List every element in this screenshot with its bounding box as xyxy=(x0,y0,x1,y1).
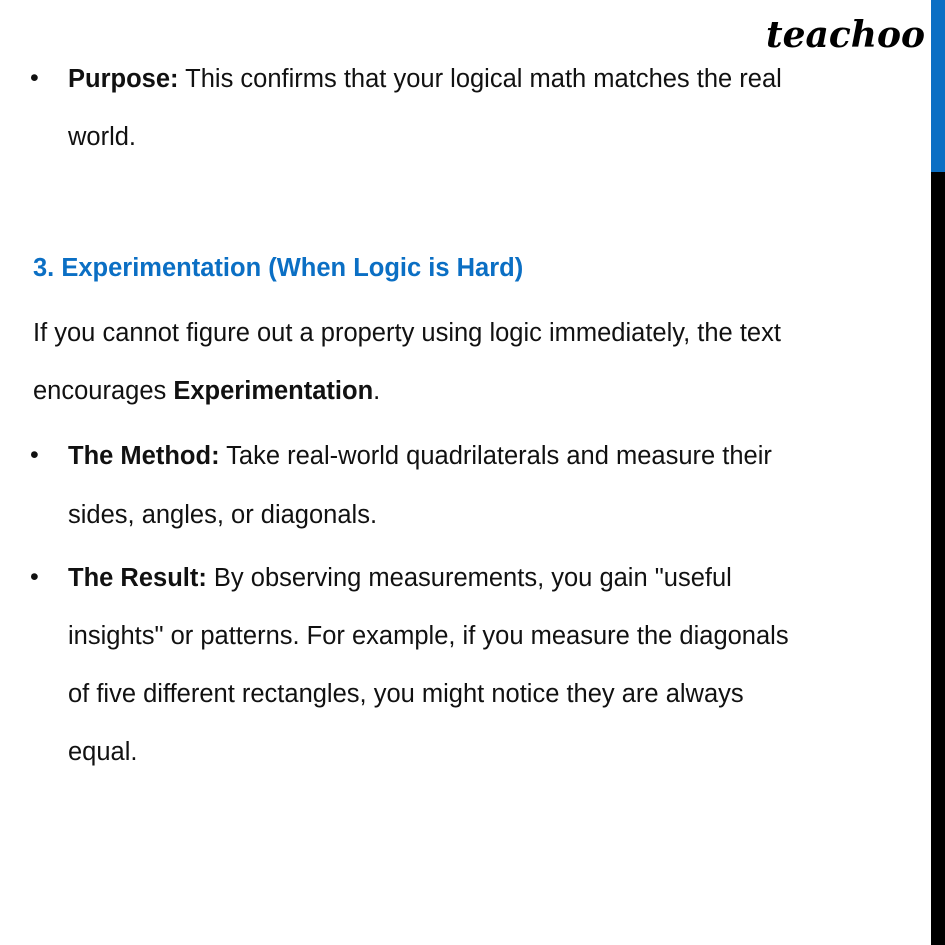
bullet-icon: • xyxy=(30,441,39,469)
side-bar-accent xyxy=(931,0,945,172)
bullet-method-cont: sides, angles, or diagonals. xyxy=(68,501,378,529)
bullet-purpose-cont: world. xyxy=(68,123,137,151)
bullet-result-cont: of five different rectangles, you might notice they are always xyxy=(68,680,744,708)
bullet-result-cont: equal. xyxy=(68,738,138,766)
paragraph-line: If you cannot figure out a property using logic immediately, the text xyxy=(33,319,781,347)
bullet-result: The Result: By observing measurements, you gain "useful xyxy=(68,564,732,592)
bullet-purpose: Purpose: This confirms that your logical math matches the real xyxy=(68,65,782,93)
bullet-result-cont: insights" or patterns. For example, if you measure the diagonals xyxy=(68,622,789,650)
bullet-icon: • xyxy=(30,64,39,92)
paragraph-line: encourages Experimentation. xyxy=(33,377,381,405)
bullet-method: The Method: Take real-world quadrilaterals and measure their xyxy=(68,442,772,470)
teachoo-logo: teachoo xyxy=(766,14,925,56)
bullet-icon: • xyxy=(30,563,39,591)
side-bar-dark xyxy=(931,172,945,945)
section-heading: 3. Experimentation (When Logic is Hard) xyxy=(33,254,524,282)
